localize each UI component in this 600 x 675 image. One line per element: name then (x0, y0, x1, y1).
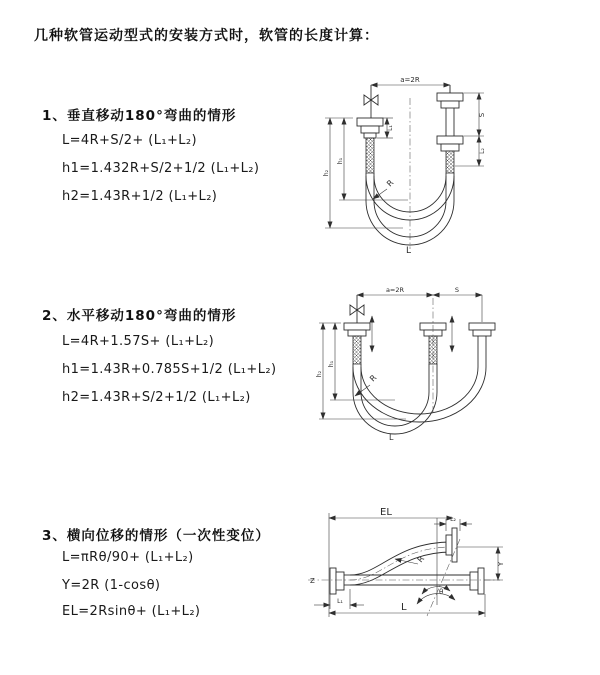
dimension-h2 (323, 118, 403, 228)
section-3-heading: 3、横向位移的情形（一次性变位） (42, 528, 270, 544)
radius-callout (355, 373, 379, 396)
l2-label: L₂ (479, 148, 486, 154)
h1-label: h₁ (328, 360, 335, 368)
dimension-el (329, 507, 453, 617)
left-fitting (357, 118, 383, 173)
dimension-s (464, 93, 486, 136)
section-1-formula-h2: h2=1.43R+1/2 (L₁+L₂) (62, 189, 218, 204)
valve-icon (350, 295, 364, 323)
axis-label: Z (310, 577, 315, 585)
diagram-vertical-180-bend (311, 73, 573, 255)
displaced-fitting (469, 323, 495, 367)
l1-label: L₁ (387, 125, 394, 131)
radius-callout (395, 554, 426, 564)
radius-label: R (368, 373, 379, 384)
right-lower-flange (470, 568, 484, 594)
section-2-formula-h1: h1=1.43R+0.785S+1/2 (L₁+L₂) (62, 362, 277, 377)
section-2-heading: 2、水平移动180°弯曲的情形 (42, 308, 237, 324)
length-label: L (389, 433, 394, 442)
theta-label: θ (439, 588, 444, 596)
dimension-s (433, 286, 482, 322)
dimension-length (329, 594, 485, 617)
el-label: EL (380, 507, 392, 518)
left-flange (330, 568, 350, 594)
y-label: Y (497, 561, 505, 567)
section-1-formula-h1: h1=1.432R+S/2+1/2 (L₁+L₂) (62, 161, 260, 176)
page-title: 几种软管运动型式的安装方式时，软管的长度计算： (34, 28, 379, 44)
section-3-formula-Y: Y=2R (1-cosθ) (62, 578, 161, 593)
h1-label: h₁ (337, 157, 344, 165)
radius-label: R (385, 178, 396, 189)
s-label: S (454, 286, 460, 294)
length-label: L (406, 246, 412, 256)
l2-label: L₂ (450, 516, 456, 523)
length-label: L (401, 602, 407, 613)
section-3-formula-EL: EL=2Rsinθ+ (L₁+L₂) (62, 604, 201, 619)
left-fitting (344, 323, 370, 364)
section-2-formula-L: L=4R+1.57S+ (L₁+L₂) (62, 334, 215, 349)
section-3-formula-L: L=πRθ/90+ (L₁+L₂) (62, 550, 194, 565)
diagram-lateral-displacement (300, 497, 595, 637)
upper-flange (446, 528, 457, 562)
h2-label: h₂ (316, 370, 323, 378)
dimension-span (357, 286, 433, 295)
right-fitting (437, 85, 463, 173)
valve-icon (364, 85, 378, 118)
span-label: a=2R (400, 76, 420, 84)
radius-label: R (415, 554, 427, 565)
dimension-span (371, 76, 450, 93)
h2-label: h₂ (323, 169, 330, 177)
section-1-formula-L: L=4R+S/2+ (L₁+L₂) (62, 133, 198, 148)
span-label: a=2R (385, 286, 405, 294)
section-1-heading: 1、垂直移动180°弯曲的情形 (42, 108, 237, 124)
dimension-l1 (314, 589, 364, 609)
diagram-horizontal-180-bend (311, 282, 596, 445)
l1-label: L₁ (337, 598, 343, 605)
s-label: S (478, 112, 486, 118)
section-2-formula-h2: h2=1.43R+S/2+1/2 (L₁+L₂) (62, 390, 251, 405)
